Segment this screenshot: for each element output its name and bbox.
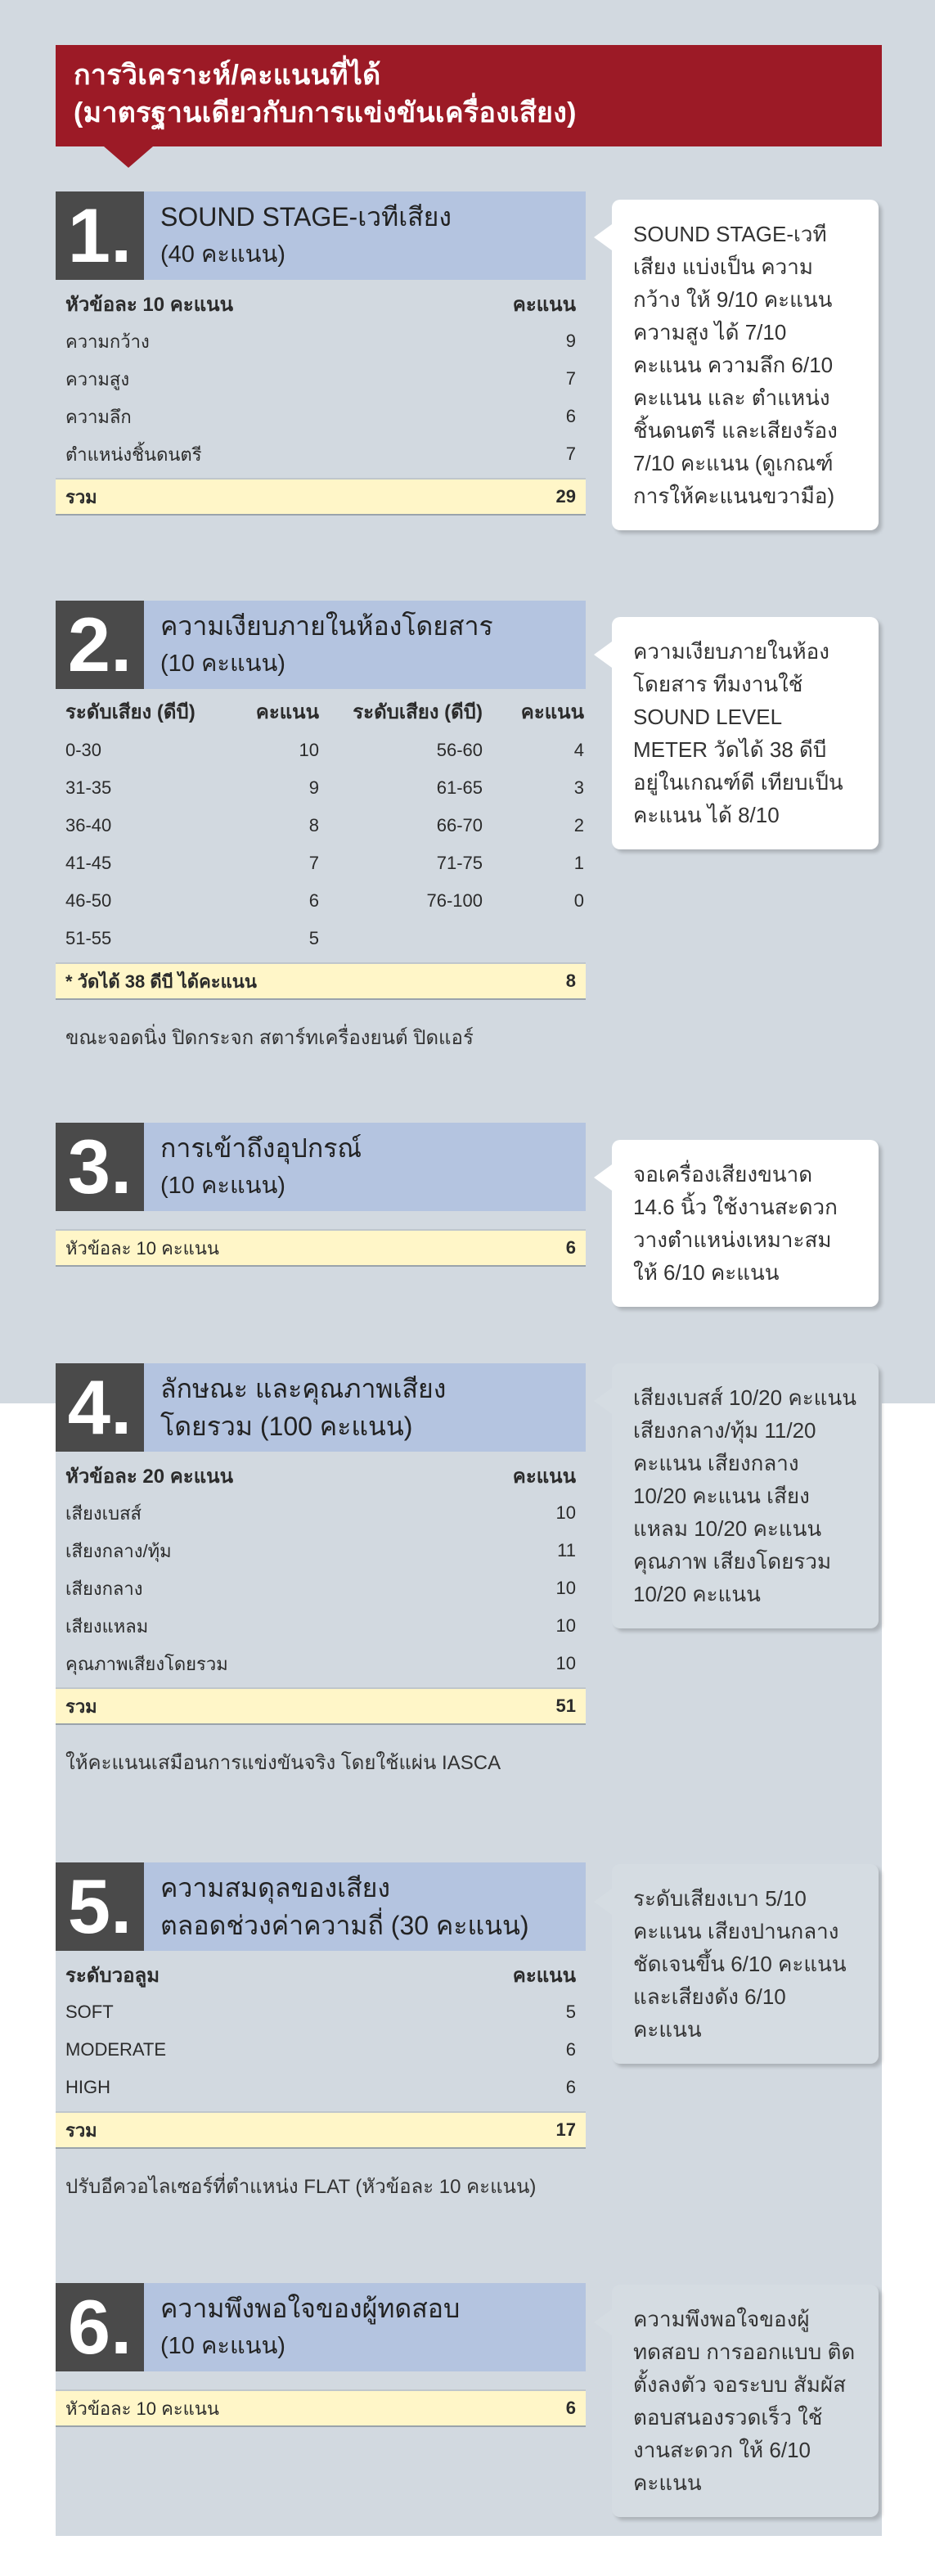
header-label: หัวข้อละ 20 คะแนน — [65, 1465, 233, 1488]
cell-db: 41-45 — [65, 853, 112, 873]
section-number: 2. — [56, 601, 144, 689]
total-row — [56, 2389, 586, 2427]
section-title — [160, 607, 493, 682]
section-title-main: ความพึงพอใจของผู้ทดสอบ — [160, 2294, 461, 2323]
section-title-sub: (10 คะแนน) — [160, 1173, 285, 1199]
title-banner — [56, 45, 882, 146]
table-row — [56, 1993, 586, 2031]
section-note: ปรับอีควอไลเซอร์ที่ตำแหน่ง FLAT (หัวข้อละ 10 คะแนน) — [65, 2176, 537, 2198]
row-label: เสียงกลาง — [65, 1578, 143, 1599]
cell-score — [483, 920, 584, 957]
section-header — [56, 1862, 586, 1951]
header-score-2: คะแนน — [520, 701, 584, 723]
section-number: 3. — [56, 1123, 144, 1211]
callout-section-5: ระดับเสียงเบา 5/10 คะแนน เสียงปานกลาง ชัดเจนขึ้น 6/10 คะแนน และเสียงดัง 6/10 คะแนน — [612, 1864, 879, 2064]
table-row — [56, 1607, 586, 1645]
section-6 — [56, 2283, 586, 2427]
total-value: 8 — [565, 971, 576, 991]
section-title-sub: (10 คะแนน) — [160, 651, 285, 677]
total-label: หัวข้อละ 10 คะแนน — [65, 1237, 219, 1259]
section-header — [56, 1123, 586, 1211]
row-value: 10 — [555, 1578, 576, 1598]
header-db-1: ระดับเสียง (ดีบี) — [65, 701, 196, 723]
cell-db: 51-55 — [65, 928, 112, 948]
cell-db: 56-60 — [436, 740, 483, 760]
section-title-main: ลักษณะ และคุณภาพเสียง — [160, 1374, 447, 1403]
total-value: 17 — [555, 2119, 576, 2140]
row-value: 10 — [555, 1653, 576, 1673]
total-label: * วัดได้ 38 ดีบี ได้คะแนน — [65, 971, 257, 992]
section-1 — [56, 191, 586, 516]
table-row — [56, 2069, 586, 2106]
row-value: 5 — [565, 2002, 576, 2022]
section-title-main: ความสมดุลของเสียง — [160, 1873, 391, 1903]
total-row — [56, 962, 586, 1000]
row-label: เสียงแหลม — [65, 1615, 149, 1637]
section-title-sub: (10 คะแนน) — [160, 2333, 285, 2359]
table-row — [56, 435, 586, 473]
section-5 — [56, 1862, 586, 2202]
callout-section-3: จอเครื่องเสียงขนาด 14.6 นิ้ว ใช้งานสะดวก วางตำแหน่งเหมาะสม ให้ 6/10 คะแนน — [612, 1140, 879, 1307]
row-label: ความลึก — [65, 406, 132, 427]
section-number: 5. — [56, 1862, 144, 1951]
section-header — [56, 1363, 586, 1452]
total-label: รวม — [65, 1696, 97, 1717]
row-value: 11 — [557, 1540, 576, 1560]
section-3 — [56, 1123, 586, 1267]
header-label: หัวข้อละ 10 คะแนน — [65, 293, 233, 316]
callout-section-1: SOUND STAGE-เวทีเสียง แบ่งเป็น ความกว้าง ให้ 9/10 คะแนน ความสูง ได้ 7/10 คะแนน ความลึก 6/10 คะแนน และ ตำแหน่งชิ้นดนตรี และเสียงร้อง 7/10 คะแนน (ดูเกณฑ์การให้คะแนนขวามือ) — [612, 200, 879, 530]
cell-score: 1 — [573, 853, 584, 873]
cell-db: 46-50 — [65, 890, 112, 911]
row-value: 10 — [555, 1615, 576, 1636]
section-title-main: ความเงียบภายในห้องโดยสาร — [160, 611, 493, 641]
table-header — [56, 285, 586, 322]
total-value: 29 — [555, 486, 576, 507]
section-title — [160, 1370, 446, 1445]
cell-db — [319, 920, 483, 957]
section-title-sub: (40 คะแนน) — [160, 241, 285, 268]
total-value: 6 — [565, 1237, 576, 1258]
row-value: 6 — [565, 2039, 576, 2060]
total-value: 51 — [555, 1696, 576, 1716]
table-row — [56, 1494, 586, 1532]
row-label: SOFT — [65, 2002, 114, 2022]
cell-score: 0 — [573, 890, 584, 911]
row-value: 6 — [565, 2077, 576, 2097]
cell-db: 61-65 — [436, 777, 483, 798]
title-line-2: (มาตรฐานเดียวกับการแข่งขันเครื่องเสียง) — [74, 97, 577, 128]
section-title — [160, 1869, 529, 1944]
total-label: รวม — [65, 2119, 97, 2141]
header-value: คะแนน — [512, 1964, 576, 1987]
section-number: 1. — [56, 191, 144, 280]
header-value: คะแนน — [512, 1465, 576, 1488]
table-row — [56, 1645, 586, 1682]
section-header — [56, 191, 586, 280]
row-label: ความกว้าง — [65, 331, 150, 352]
cell-score: 10 — [299, 740, 319, 760]
row-label: HIGH — [65, 2077, 110, 2097]
cell-score: 2 — [573, 815, 584, 835]
row-value: 7 — [565, 368, 576, 389]
header-score-1: คะแนน — [255, 701, 319, 723]
banner-pointer — [104, 146, 153, 168]
section-number: 6. — [56, 2283, 144, 2371]
section-title-main: การเข้าถึงอุปกรณ์ — [160, 1133, 362, 1163]
total-label: รวม — [65, 486, 97, 507]
section-note: ให้คะแนนเสมือนการแข่งขันจริง โดยใช้แผ่น IASCA — [65, 1752, 501, 1774]
cell-score: 4 — [573, 740, 584, 760]
table-row — [56, 322, 586, 360]
callout-section-2: ความเงียบภายในห้องโดยสาร ทีมงานใช้ SOUND LEVEL METER วัดได้ 38 ดีบี อยู่ในเกณฑ์ดี เทียบเป็นคะแนน ได้ 8/10 — [612, 617, 879, 849]
cell-score: 7 — [308, 853, 319, 873]
noise-table — [56, 694, 586, 957]
header-db-2: ระดับเสียง (ดีบี) — [353, 701, 483, 723]
section-title — [160, 1129, 362, 1205]
cell-db: 36-40 — [65, 815, 112, 835]
section-number: 4. — [56, 1363, 144, 1452]
table-row — [56, 1532, 586, 1569]
cell-score: 8 — [308, 815, 319, 835]
section-title-main: SOUND STAGE-เวทีเสียง — [160, 202, 452, 232]
row-label: MODERATE — [65, 2039, 167, 2060]
row-value: 9 — [565, 331, 576, 351]
section-note: ขณะจอดนิ่ง ปิดกระจก สตาร์ทเครื่องยนต์ ปิดแอร์ — [65, 1027, 474, 1049]
cell-db: 76-100 — [426, 890, 483, 911]
table-row — [56, 398, 586, 435]
section-title-sub: ตลอดช่วงค่าความถี่ (30 คะแนน) — [160, 1911, 529, 1940]
section-title-sub: โดยรวม (100 คะแนน) — [160, 1412, 413, 1441]
table-row — [56, 360, 586, 398]
cell-db: 31-35 — [65, 777, 112, 798]
section-4 — [56, 1363, 586, 1778]
cell-score: 3 — [573, 777, 584, 798]
cell-score: 9 — [308, 777, 319, 798]
row-label: คุณภาพเสียงโดยรวม — [65, 1653, 228, 1674]
total-label: หัวข้อละ 10 คะแนน — [65, 2398, 219, 2419]
table-header — [56, 1956, 586, 1993]
cell-db: 66-70 — [436, 815, 483, 835]
cell-db: 0-30 — [65, 740, 102, 760]
section-2 — [56, 601, 586, 1053]
header-value: คะแนน — [512, 293, 576, 316]
row-value: 10 — [555, 1502, 576, 1523]
section-header — [56, 2283, 586, 2371]
table-row — [56, 2031, 586, 2069]
section-title — [160, 2290, 460, 2365]
cell-db: 71-75 — [436, 853, 483, 873]
row-label: เสียงกลาง/ทุ้ม — [65, 1540, 172, 1561]
callout-section-4: เสียงเบสส์ 10/20 คะแนน เสียงกลาง/ทุ้ม 11/20 คะแนน เสียงกลาง 10/20 คะแนน เสียงแหลม 10/20 คะแนน คุณภาพ เสียงโดยรวม 10/20 คะแนน — [612, 1363, 879, 1628]
table-header — [56, 1457, 586, 1494]
cell-score: 5 — [308, 928, 319, 948]
header-label: ระดับวอลูม — [65, 1964, 160, 1987]
total-row — [56, 1229, 586, 1267]
row-label: ความสูง — [65, 368, 130, 390]
title-line-1: การวิเคราะห์/คะแนนที่ได้ — [74, 60, 381, 91]
row-label: เสียงเบสส์ — [65, 1502, 142, 1524]
row-value: 6 — [565, 406, 576, 426]
total-row — [56, 2111, 586, 2149]
row-label: ตำแหน่งชิ้นดนตรี — [65, 444, 202, 465]
cell-score: 6 — [308, 890, 319, 911]
table-row — [56, 1569, 586, 1607]
section-header — [56, 601, 586, 689]
row-value: 7 — [565, 444, 576, 464]
callout-section-6: ความพึงพอใจของผู้ทดสอบ การออกแบบ ติดตั้งลงตัว จอระบบ สัมผัสตอบสนองรวดเร็ว ใช้งานสะดวก ให้ 6/10 คะแนน — [612, 2285, 879, 2517]
total-row — [56, 478, 586, 516]
total-row — [56, 1687, 586, 1725]
total-value: 6 — [565, 2398, 576, 2418]
section-title — [160, 198, 452, 273]
